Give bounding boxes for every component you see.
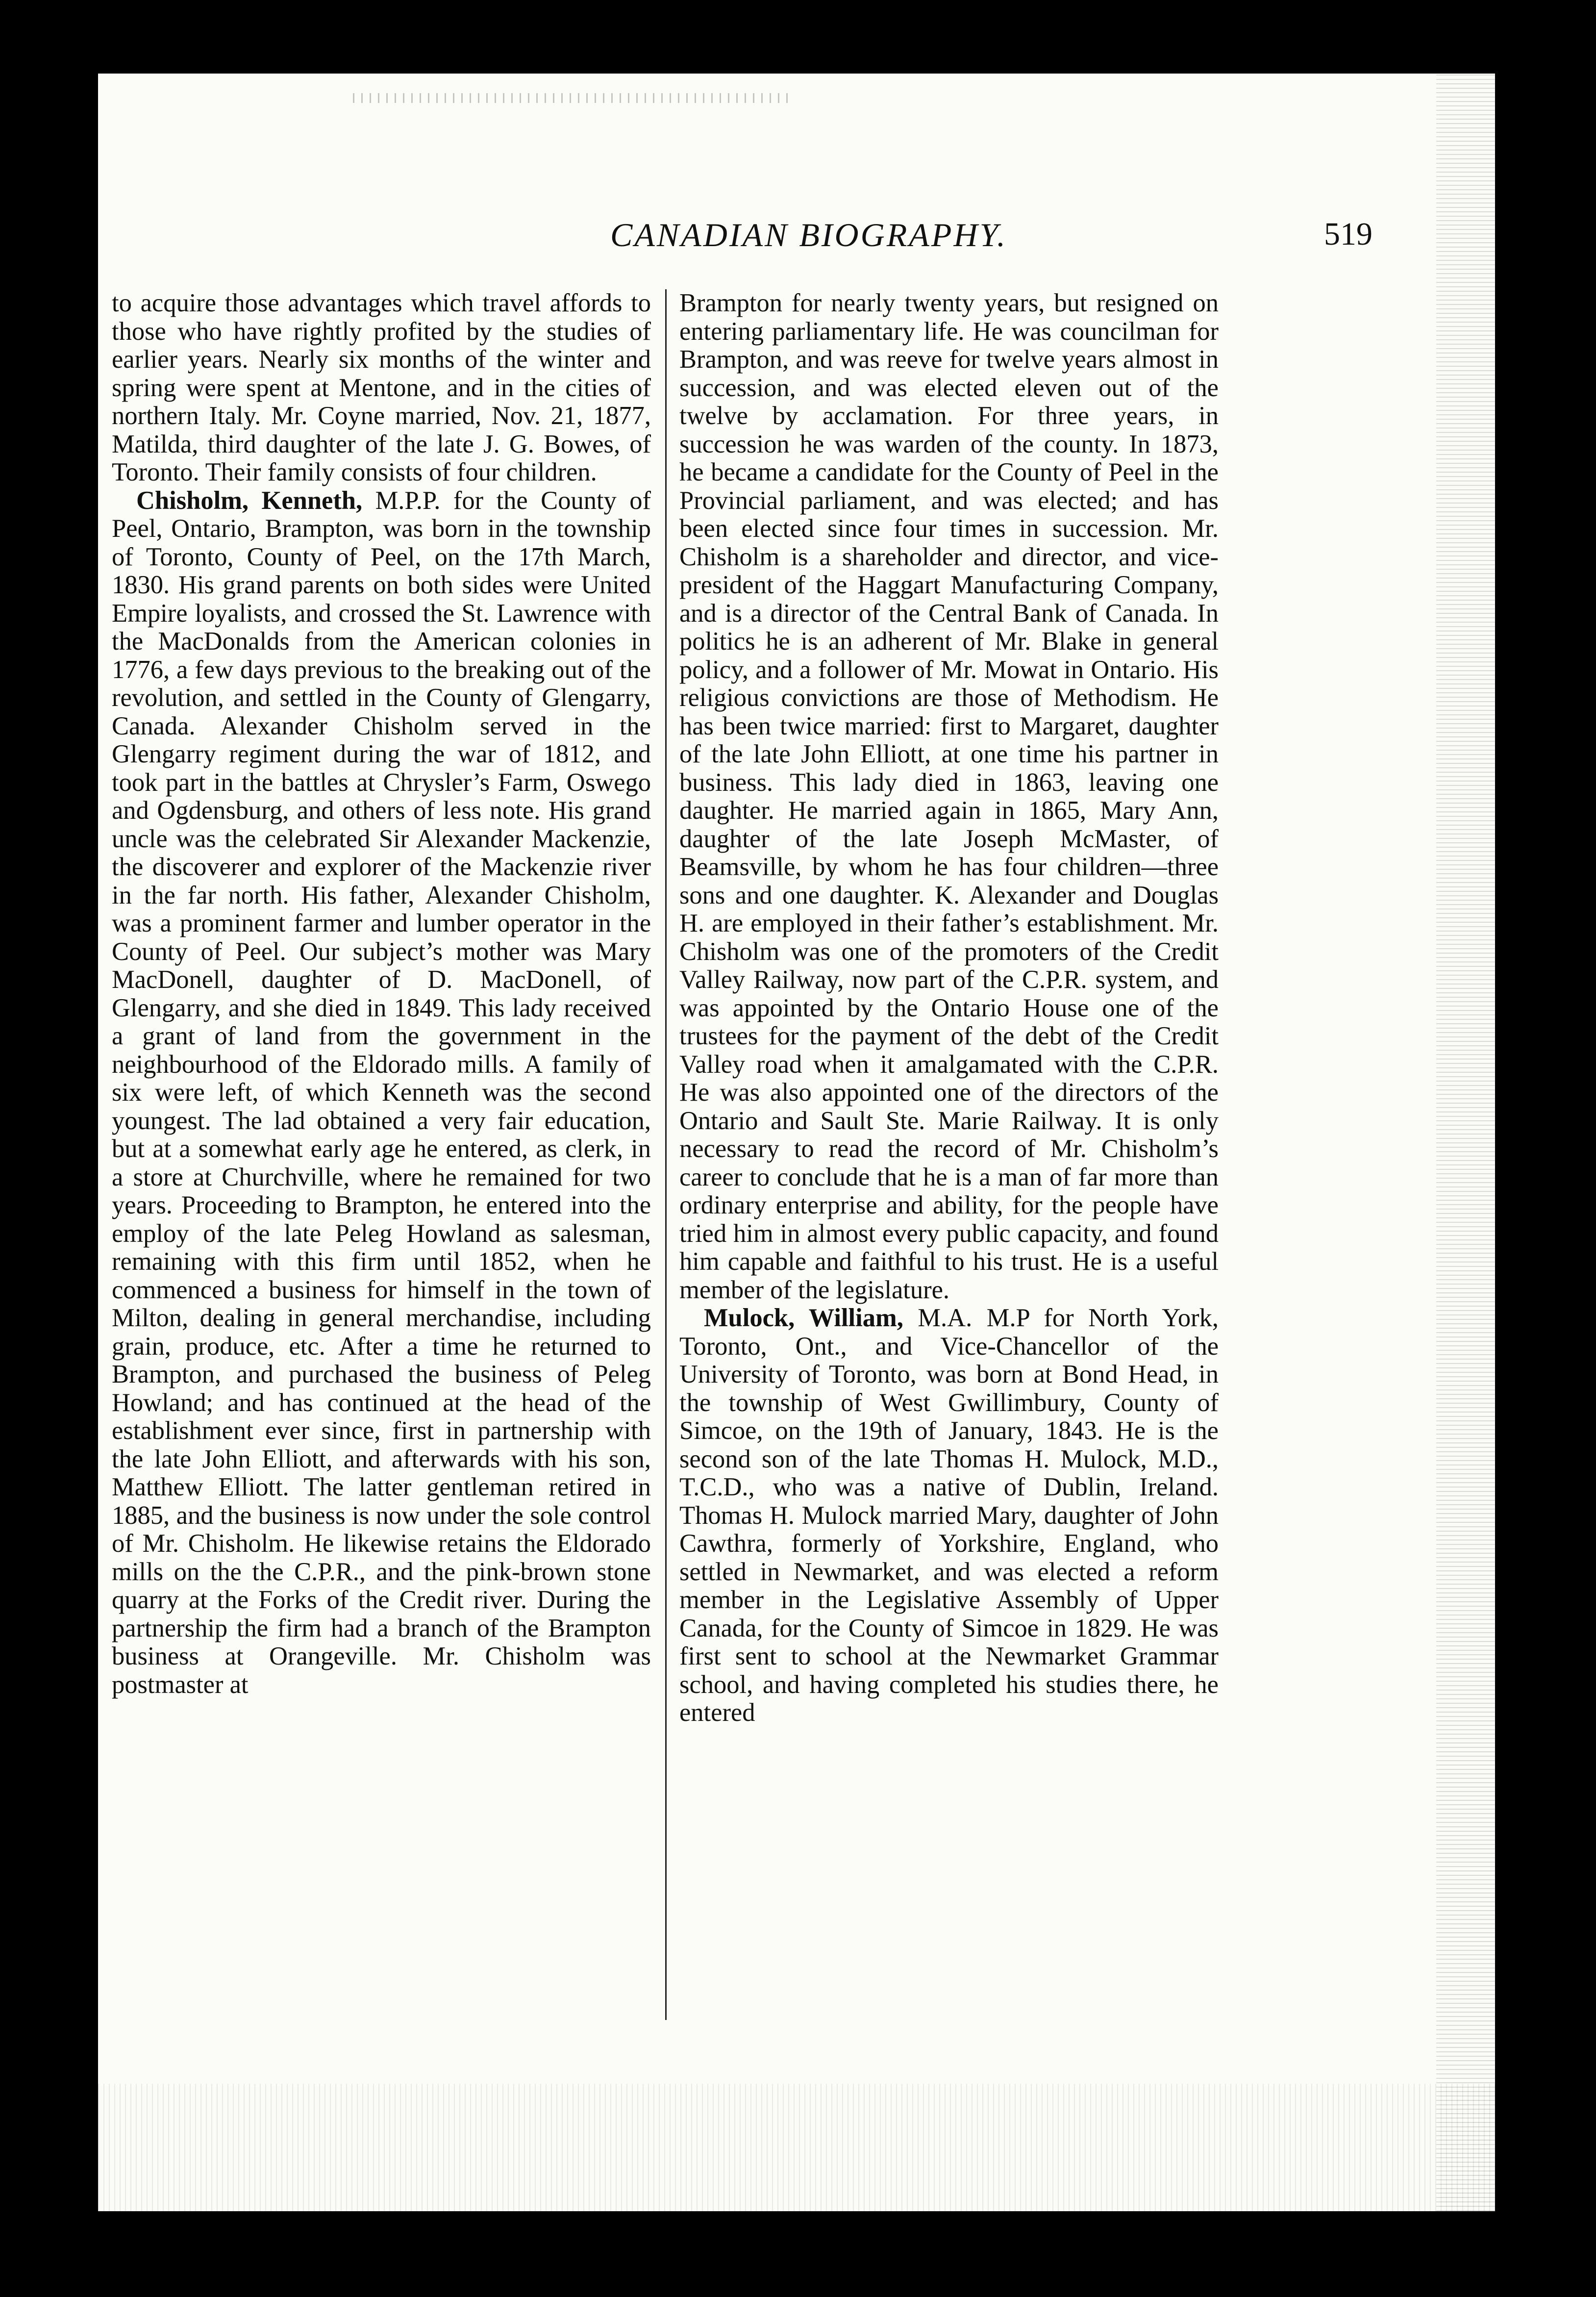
biography-entry-chisholm [112, 487, 651, 1699]
scan-noise-top [353, 93, 794, 103]
running-title: CANADIAN BIOGRAPHY. [610, 216, 1008, 253]
left-column [112, 289, 651, 1699]
right-column [679, 289, 1219, 1727]
column-divider [665, 289, 667, 2020]
paragraph-continuation [679, 289, 1219, 1304]
paragraph-continuation [112, 289, 651, 487]
page-header [466, 216, 1372, 260]
entry-name: Mulock, William, [704, 1304, 903, 1332]
entry-text: M.A. M.P for North York, Toronto, Ont., and Vice-Chancellor of the University of Toronto, was born at Bond Head, in the township of West Gwillimbury, County of Simcoe, on the 19th of January, 1843. He is the second son of the late Thomas H. Mulock, M.D., T.C.D., who was a native of Dublin, Ireland. Thomas H. Mulock married Mary, daughter of John Cawthra, formerly of Yorkshire, England, who settled in Newmarket, and was elected a reform member in the Legislative Assembly of Upper Canada, for the County of Simcoe in 1829. He was first sent to school at the Newmarket Grammar school, and having completed his studies there, he entered [679, 1304, 1219, 1727]
paragraph-text: to acquire those advantages which travel affords to those who have rightly profited by the studies of earlier years. Nearly six months of the winter and spring were spent at Mentone, and in the cities of northern Italy. Mr. Coyne married, Nov. 21, 1877, Matilda, third daughter of the late J. G. Bowes, of Toronto. Their family consists of four children. [112, 289, 651, 486]
entry-name: Chisholm, Kenneth, [136, 486, 363, 515]
page-number: 519 [1324, 216, 1372, 252]
entry-text: M.P.P. for the County of Peel, Ontario, Brampton, was born in the township of Toronto, County of Peel, on the 17th March, 1830. His grand parents on both sides were United Empire loyalists, and crossed the St. Lawrence with the MacDonalds from the American colonies in 1776, a few days previous to the breaking out of the revolution, and settled in the County of Glengarry, Canada. Alexander Chisholm served in the Glengarry regiment during the war of 1812, and took part in the battles at Chrysler’s Farm, Oswego and Ogdensburg, and others of less note. His grand uncle was the celebrated Sir Alexander Mackenzie, the discoverer and explorer of the Mackenzie river in the far north. His father, Alexander Chisholm, was a prominent farmer and lumber operator in the County of Peel. Our subject’s mother was Mary MacDonell, daughter of D. MacDonell, of Glengarry, and she died in 1849. This lady received a grant of land from the government in the neighbourhood of the Eldorado mills. A family of six were left, of which Kenneth was the second youngest. The lad obtained a very fair education, but at a somewhat early age he entered, as clerk, in a store at Churchville, where he remained for two years. Proceeding to Brampton, he entered into the employ of the late Peleg Howland as salesman, remaining with this firm until 1852, when he commenced a business for himself in the town of Milton, dealing in general merchandise, including grain, produce, etc. After a time he returned to Brampton, and purchased the business of Peleg Howland; and has continued at the head of the establishment ever since, first in partnership with the late John Elliott, and afterwards with his son, Matthew Elliott. The latter gentleman retired in 1885, and the business is now under the sole control of Mr. Chisholm. He likewise retains the Eldorado mills on the the C.P.R., and the pink-brown stone quarry at the Forks of the Credit river. During the partnership the firm had a branch of the Brampton business at Orangeville. Mr. Chisholm was postmaster at [112, 486, 651, 1699]
scan-noise-bottom [98, 2084, 1495, 2211]
book-page [98, 74, 1495, 2211]
biography-entry-mulock [679, 1304, 1219, 1727]
scan-noise-right-edge [1436, 74, 1495, 2211]
paragraph-text: Brampton for nearly twenty years, but resigned on entering parliamentary life. He was councilman for Brampton, and was reeve for twelve years almost in succession, and was elected eleven out of the twelve by acclamation. For three years, in succession he was warden of the county. In 1873, he became a candidate for the County of Peel in the Provincial parliament, and was elected; and has been elected since four times in succession. Mr. Chisholm is a shareholder and director, and vice-president of the Haggart Manufacturing Company, and is a director of the Central Bank of Canada. In politics he is an adherent of Mr. Blake in general policy, and a follower of Mr. Mowat in Ontario. His religious convictions are those of Methodism. He has been twice married: first to Margaret, daughter of the late John Elliott, at one time his partner in business. This lady died in 1863, leaving one daughter. He married again in 1865, Mary Ann, daughter of the late Joseph McMaster, of Beamsville, by whom he has four children—three sons and one daughter. K. Alexander and Douglas H. are employed in their father’s establishment. Mr. Chisholm was one of the promoters of the Credit Valley Railway, now part of the C.P.R. system, and was appointed by the Ontario House one of the trustees for the payment of the debt of the Credit Valley road when it amalgamated with the C.P.R. He was also appointed one of the directors of the Ontario and Sault Ste. Marie Railway. It is only necessary to read the record of Mr. Chisholm’s career to conclude that he is a man of far more than ordinary enterprise and ability, for the people have tried him in almost every public capacity, and found him capable and faithful to his trust. He is a useful member of the legislature. [679, 289, 1219, 1304]
